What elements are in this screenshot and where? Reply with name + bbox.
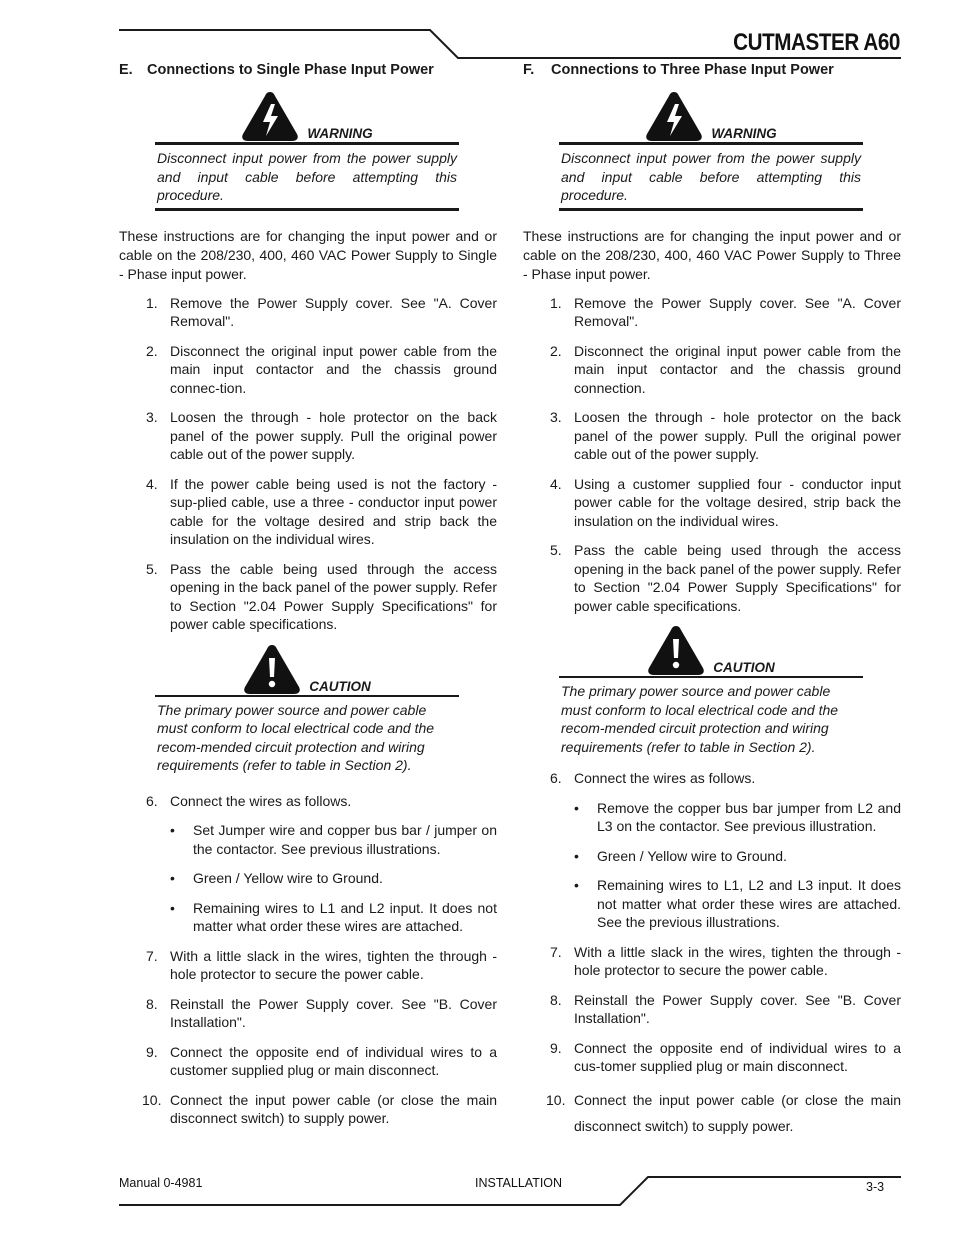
intro-paragraph: These instructions are for changing the input power and or cable on the 208/230, 400, 460 VAC Power Supply to Three - Phase input power. bbox=[523, 227, 901, 282]
warning-box bbox=[559, 90, 863, 211]
page-title: CUTMASTER A60 bbox=[733, 29, 900, 56]
section-heading-three-phase: F. Connections to Three Phase Input Power bbox=[523, 62, 834, 78]
list-item: 6. Connect the wires as follows. • Set Jumper wire and copper bus bar / jumper on the contactor. See previous illustrations. • Green / Yellow wire to Ground. • Remaining wires to L1 and L2 input. It does not matter what order these wires are attached. bbox=[146, 792, 497, 934]
list-item: 3. Loosen the through - hole protector on the back panel of the power supply. Pull the original power cable out of the power supply. bbox=[550, 409, 901, 462]
caution-label: CAUTION bbox=[713, 660, 775, 675]
list-item: • Remaining wires to L1, L2 and L3 input. It does not matter what order these wires are attached. See the previous illustrations. bbox=[574, 877, 901, 930]
steps-list-a bbox=[523, 294, 901, 616]
intro-paragraph: These instructions are for changing the input power and or cable on the 208/230, 400, 460 VAC Power Supply to Single - Phase input power. bbox=[119, 227, 497, 282]
section-heading-single-phase: E. Connections to Single Phase Input Power bbox=[119, 62, 434, 78]
warning-box bbox=[155, 90, 459, 211]
list-item: 8. Reinstall the Power Supply cover. See "B. Cover Installation". bbox=[550, 991, 901, 1026]
list-item: 1. Remove the Power Supply cover. See "A. Cover Removal". bbox=[146, 294, 497, 329]
caution-text: The primary power source and power cable must conform to local electrical code and the recom-mended circuit protection and wiring requirements (refer to table in Section 2). bbox=[561, 683, 839, 755]
list-item: • Green / Yellow wire to Ground. bbox=[574, 847, 787, 864]
exclamation-caution-icon bbox=[647, 624, 705, 676]
footer-manual-number: Manual 0-4981 bbox=[119, 1176, 203, 1190]
list-item: 9. Connect the opposite end of individual wires to a customer supplied plug or main disconnect. bbox=[146, 1043, 497, 1078]
list-item: • Set Jumper wire and copper bus bar / jumper on the contactor. See previous illustrations. bbox=[170, 822, 497, 857]
lightning-warning-icon bbox=[645, 90, 703, 142]
lightning-warning-icon bbox=[241, 90, 299, 142]
caution-box bbox=[559, 624, 863, 759]
left-column bbox=[119, 62, 497, 1139]
list-item: 4. Using a customer supplied four - conductor input power cable for the voltage desired, strip back the insulation on the individual wires. bbox=[550, 475, 901, 529]
exclamation-caution-icon bbox=[243, 643, 301, 695]
list-item: 4. If the power cable being used is not the factory - sup-plied cable, use a three - conductor input power cable for the voltage desired and strip back the insulation on the individual wires. bbox=[146, 475, 497, 547]
warning-bottom-rule bbox=[155, 208, 459, 211]
caution-box bbox=[155, 643, 459, 778]
list-item: 3. Loosen the through - hole protector on the back panel of the power supply. Pull the original power cable out of the power supply. bbox=[146, 409, 497, 462]
bullet-list bbox=[574, 799, 901, 932]
list-item: 1. Remove the Power Supply cover. See "A. Cover Removal". bbox=[550, 294, 901, 329]
list-item: 6. Connect the wires as follows. • Remove the copper bus bar jumper from L2 and L3 on the contactor. See previous illustration. • Green / Yellow wire to Ground. • Remaining wires to L1, L2 and L3 input. It does not matter what order these wires are attached. See the previous illustrations. bbox=[550, 770, 901, 930]
warning-text: Disconnect input power from the power supply and input cable before attempting this procedure. bbox=[561, 150, 861, 203]
list-item: 10. Connect the input power cable (or close the main disconnect switch) to supply power. bbox=[142, 1091, 497, 1126]
list-item: 5. Pass the cable being used through the access opening in the back panel of the power supply. Refer to Section "2.04 Power Supply Specifications" for power cable specifications. bbox=[550, 542, 901, 614]
steps-list-b bbox=[523, 769, 901, 1139]
steps-list-b bbox=[119, 792, 497, 1128]
list-item: 2. Disconnect the original input power cable from the main input contactor and the chassis ground connection. bbox=[550, 342, 901, 396]
list-item: • Remove the copper bus bar jumper from L2 and L3 on the contactor. See previous illustration. bbox=[574, 799, 901, 834]
list-item: • Remaining wires to L1 and L2 input. It does not matter what order these wires are attached. bbox=[170, 899, 497, 934]
warning-label: WARNING bbox=[307, 126, 373, 141]
steps-list-a bbox=[119, 294, 497, 634]
warning-label: WARNING bbox=[711, 126, 777, 141]
list-item: 2. Disconnect the original input power cable from the main input contactor and the chassis ground connec-tion. bbox=[146, 342, 497, 396]
list-item: 8. Reinstall the Power Supply cover. See "B. Cover Installation". bbox=[146, 995, 497, 1030]
list-item: 7. With a little slack in the wires, tighten the through - hole protector to secure the power cable. bbox=[550, 943, 901, 978]
footer-section-name: INSTALLATION bbox=[475, 1176, 563, 1190]
right-column bbox=[523, 62, 901, 1150]
caution-label: CAUTION bbox=[309, 678, 371, 694]
list-item: 7. With a little slack in the wires, tighten the through - hole protector to secure the power cable. bbox=[146, 947, 497, 982]
list-item: 10. Connect the input power cable (or close the main disconnect switch) to supply power. bbox=[546, 1091, 901, 1134]
list-item: 9. Connect the opposite end of individual wires to a cus-tomer supplied plug or main disconnect. bbox=[550, 1039, 901, 1074]
list-item: • Green / Yellow wire to Ground. bbox=[170, 870, 383, 886]
warning-text: Disconnect input power from the power supply and input cable before attempting this procedure. bbox=[157, 150, 457, 203]
footer-page-number: 3-3 bbox=[866, 1180, 885, 1194]
warning-bottom-rule bbox=[559, 208, 863, 211]
list-item: 5. Pass the cable being used through the access opening in the back panel of the power supply. Refer to Section "2.04 Power Supply Specifications" for power cable specifications. bbox=[146, 560, 497, 632]
caution-text: The primary power source and power cable must conform to local electrical code and the recom-mended circuit protection and wiring requirements (refer to table in Section 2). bbox=[157, 701, 435, 773]
bullet-list bbox=[170, 821, 497, 936]
